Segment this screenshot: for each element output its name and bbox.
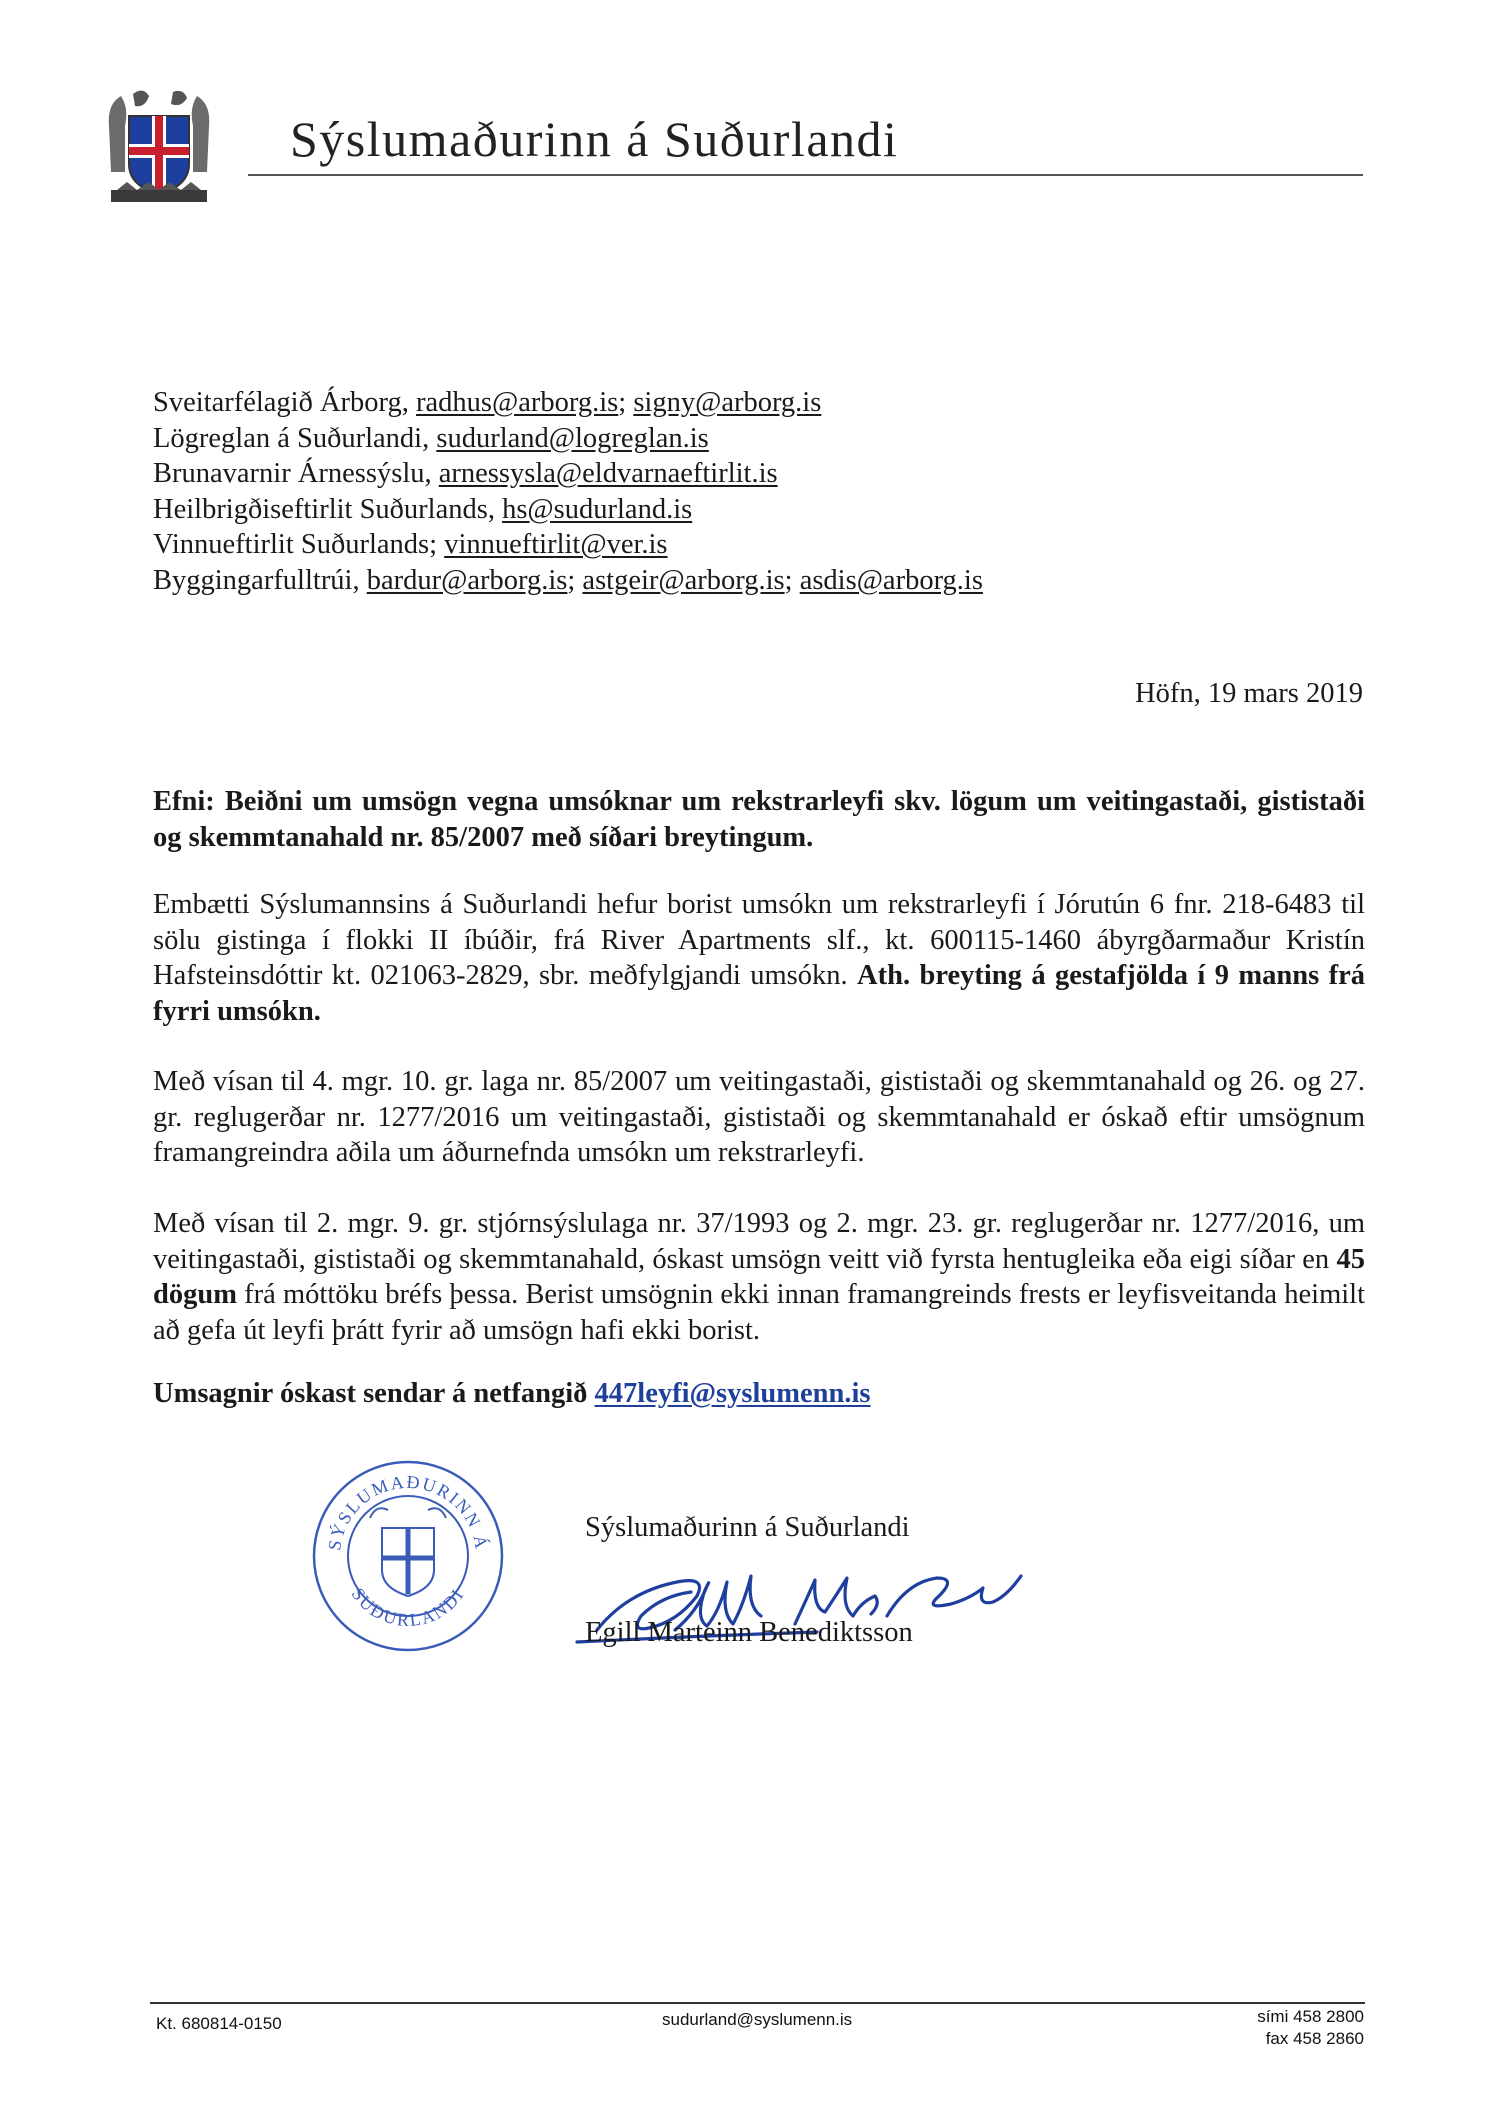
recipient-name: Heilbrigðiseftirlit Suðurlands, (153, 493, 503, 525)
recipient-name: Brunavarnir Árnessýslu, (153, 458, 439, 489)
recipient-name: Lögreglan á Suðurlandi, (153, 422, 437, 454)
recipient-line (153, 385, 983, 421)
recipient-email-link[interactable]: signy@arborg.is (633, 387, 822, 418)
send-to-text: Umsagnir óskast sendar á netfangið (153, 1378, 595, 1409)
footer-phone: sími 458 2800 (1257, 2007, 1364, 2026)
recipient-name: Sveitarfélagið Árborg, (153, 387, 417, 418)
email-separator: ; (567, 564, 583, 596)
stamp-bottom-text: SUÐURLANDI (347, 1584, 469, 1631)
recipient-email-link[interactable]: astgeir@arborg.is (582, 564, 785, 596)
paragraph-deadline-before: Með vísan til 2. mgr. 9. gr. stjórnsýslulaga nr. 37/1993 og 2. mgr. 23. gr. reglugerðar nr. 1277/2016, um veitingastaði, gististaði og skemmtanahald, óskast umsögn veitt við fyrsta hentugleika eða eigi síðar en (153, 1208, 1365, 1275)
recipient-email-link[interactable]: sudurland@logreglan.is (436, 422, 709, 454)
stamp-top-text: SÝSLUMAÐURINN Á (324, 1471, 492, 1552)
paragraph-deadline (153, 1206, 1365, 1348)
coat-of-arms-icon (103, 86, 215, 204)
paragraph-legal-basis: Með vísan til 4. mgr. 10. gr. laga nr. 85/2007 um veitingastaði, gististaði og skemmtanahald og 26. og 27. gr. reglugerðar nr. 1277/2016 um veitingastaði, gististaði og skemmtanahald er óskað eftir umsögnum framangreindra aðila um áðurnefnda umsókn um rekstrarleyfi. (153, 1066, 1365, 1168)
paragraph-application-text: Embætti Sýslumannsins á Suðurlandi hefur borist umsókn um rekstrarleyfi í Jórutún 6 fnr. 218-6483 til sölu gistinga í flokki II íbúðir, frá River Apartments slf., kt. 600115-1460 ábyrgðarmaður Kristín Hafsteinsdóttir kt. 021063-2829, sbr. meðfylgjandi umsókn. (153, 889, 1365, 991)
signature-office: Sýslumaðurinn á Suðurlandi (585, 1512, 910, 1543)
email-separator: ; (784, 564, 800, 596)
recipient-list (153, 385, 983, 598)
recipient-name: Vinnueftirlit Suðurlands; (153, 529, 445, 560)
official-stamp-icon (310, 1458, 506, 1654)
recipient-line (153, 421, 983, 457)
recipient-line (153, 456, 983, 492)
recipient-line (153, 492, 983, 528)
paragraph-deadline-after: frá móttöku bréfs þessa. Berist umsögnin ekki innan framangreinds frests er leyfisveitanda heimilt að gefa út leyfi þrátt fyrir að umsögn hafi ekki borist. (153, 1279, 1365, 1346)
recipient-email-link[interactable]: vinnueftirlit@ver.is (444, 529, 668, 560)
footer-kennitala: Kt. 680814-0150 (156, 2014, 282, 2033)
recipient-email-link[interactable]: hs@sudurland.is (502, 493, 693, 525)
letter-date: Höfn, 19 mars 2019 (1135, 678, 1363, 709)
recipient-email-link[interactable]: bardur@arborg.is (366, 564, 568, 596)
letter-subject: Efni: Beiðni um umsögn vegna umsóknar um rekstrarleyfi skv. lögum um veitingastaði, gististaði og skemmtanahald nr. 85/2007 með síðari breytingum. (153, 786, 1365, 853)
signatory-name: Egill Marteinn Benediktsson (585, 1617, 913, 1648)
recipient-line (153, 563, 983, 599)
send-to-email-link[interactable]: 447leyfi@syslumenn.is (594, 1378, 871, 1409)
footer-email[interactable]: sudurland@syslumenn.is (662, 2010, 853, 2029)
recipient-email-link[interactable]: asdis@arborg.is (799, 564, 983, 596)
footer-contact (1257, 2006, 1364, 2050)
footer-divider (150, 2002, 1365, 2004)
recipient-line (153, 527, 983, 563)
deadline-days: 45 dögum (153, 1243, 1365, 1310)
paragraph-send-to (153, 1376, 1365, 1412)
footer-fax: fax 458 2860 (1265, 2029, 1364, 2048)
paragraph-application (153, 887, 1365, 1029)
office-title: Sýslumaðurinn á Suðurlandi (290, 111, 899, 167)
header-divider (248, 174, 1363, 176)
recipient-email-link[interactable]: radhus@arborg.is (416, 387, 619, 418)
paragraph-application-note: Ath. breyting á gestafjölda í 9 manns frá fyrri umsókn. (153, 960, 1365, 1027)
recipient-name: Byggingarfulltrúi, (153, 564, 367, 596)
recipient-email-link[interactable]: arnessysla@eldvarnaeftirlit.is (438, 458, 778, 489)
email-separator: ; (618, 387, 634, 418)
